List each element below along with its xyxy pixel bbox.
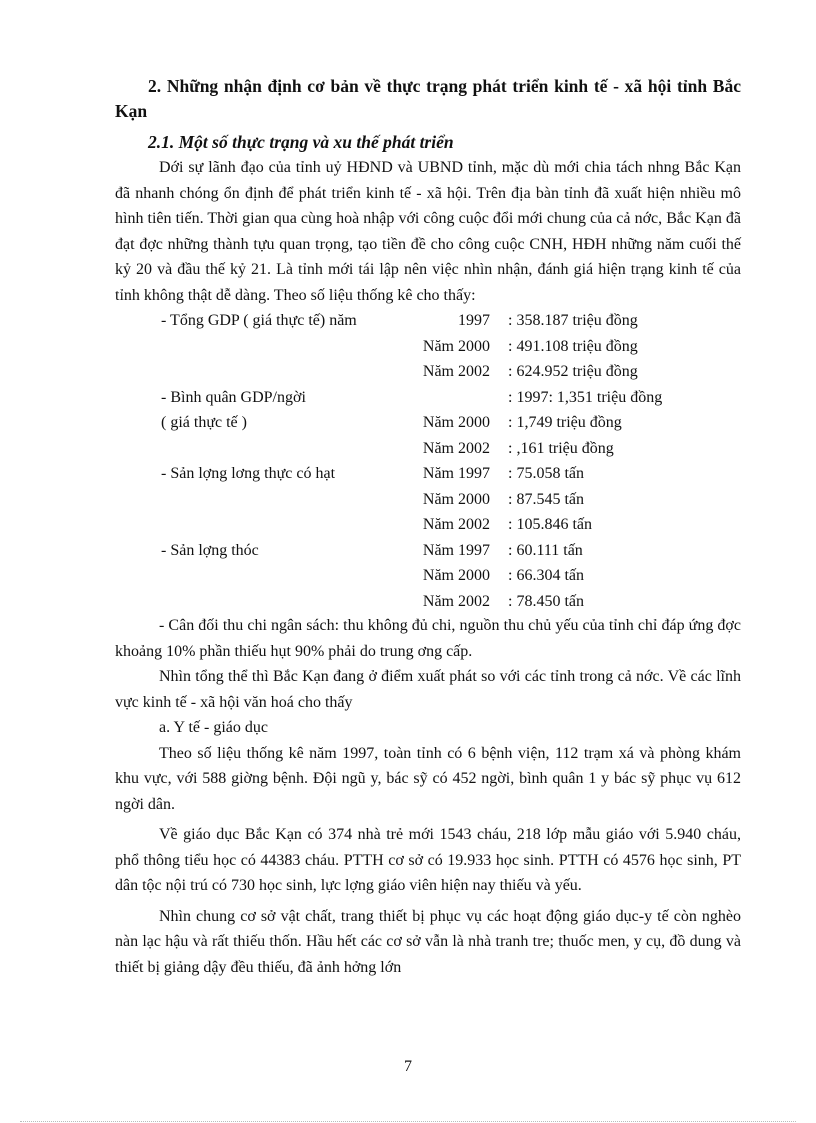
page-number: 7 [404, 1058, 412, 1075]
stat-label: - Sản lợng lơng thực có hạt [161, 465, 336, 482]
overview-paragraph: Nhìn tổng thể thì Bắc Kạn đang ở điểm xuất phát so với các tỉnh trong cả nớc. Về các lĩnh vực kinh tế - xã hội văn hoá cho thấy [115, 668, 741, 711]
statistics-table [115, 308, 741, 613]
stat-year: Năm 2000 [422, 490, 490, 508]
stat-row [115, 410, 741, 436]
stat-value: : 105.846 tấn [508, 516, 592, 533]
stat-row [115, 308, 741, 334]
facilities-paragraph: Nhìn chung cơ sở vật chất, trang thiết bị phục vụ các hoạt động giáo dục-y tế còn nghèo nàn lạc hậu và rất thiếu thốn. Hầu hết các cơ sở vẫn là nhà tranh tre; thuốc men, y cụ, đồ dung và thiết bị giảng dậy đều thiếu, đã ảnh hởng lớn [115, 907, 741, 976]
stat-row [115, 461, 741, 487]
stat-value: : ,161 triệu đồng [508, 439, 614, 457]
stat-value: : 75.058 tấn [508, 465, 584, 482]
stat-value: : 624.952 triệu đồng [508, 363, 638, 380]
stat-value: : 66.304 tấn [508, 567, 584, 584]
health-paragraph: Theo số liệu thống kê năm 1997, toàn tỉnh có 6 bệnh viện, 112 trạm xá và phòng khám khu vực, với 588 giờng bệnh. Đội ngũ y, bác sỹ có 452 ngời, bình quân 1 y bác sỹ phục vụ 612 ngời dân. [115, 744, 741, 813]
stat-year: 1997 [458, 312, 490, 329]
stat-value: : 87.545 tấn [508, 490, 584, 508]
section-heading: 2. Những nhận định cơ bản về thực trạng phát triển kinh tế - xã hội tỉnh Bắc Kạn [115, 76, 741, 121]
stat-value: : 1,749 triệu đồng [508, 414, 622, 431]
budget-paragraph: - Cân đối thu chi ngân sách: thu không đủ chi, nguồn thu chủ yếu của tỉnh chỉ đáp ứng đợc khoảng 10% phần thiếu hụt 90% phải do trung ơng cấp. [115, 617, 741, 660]
stat-label: ( giá thực tế ) [161, 414, 247, 431]
subsection-heading: 2.1. Một số thực trạng và xu thế phát triển [148, 132, 454, 152]
section-a-label: a. Y tế - giáo dục [159, 719, 268, 736]
stat-label: - Bình quân GDP/ngời [161, 388, 306, 406]
stat-row [115, 512, 741, 538]
education-paragraph: Về giáo dục Bắc Kạn có 374 nhà trẻ mới 1543 cháu, 218 lớp mẫu giáo với 5.940 cháu, phổ thông tiểu học có 44383 cháu. PTTH cơ sở có 19.933 học sinh. PTTH có 4576 học sinh, PT dân tộc nội trú có 730 học sinh, lực lợng giáo viên hiện nay thiếu và yếu. [115, 826, 741, 894]
stat-row [115, 563, 741, 589]
stat-row [115, 359, 741, 385]
stat-year: Năm 1997 [422, 541, 490, 559]
stat-label: - Tổng GDP ( giá thực tế) năm [161, 312, 357, 329]
page-bottom-border [20, 1121, 796, 1122]
stat-label: - Sản lợng thóc [161, 541, 259, 559]
stat-row [115, 589, 741, 615]
stat-value: : 491.108 triệu đồng [508, 337, 638, 355]
stat-value: : 60.111 tấn [508, 541, 583, 559]
stat-year: Năm 2002 [422, 439, 490, 457]
stat-value: : 78.450 tấn [508, 592, 584, 610]
stat-year: Năm 2002 [422, 363, 490, 380]
stat-year: Năm 2000 [422, 337, 490, 355]
stat-year: Năm 2000 [422, 414, 490, 431]
stat-row [115, 385, 741, 411]
stat-value: : 358.187 triệu đồng [508, 312, 638, 329]
stat-row [115, 436, 741, 462]
document-page [115, 74, 741, 980]
stat-row [115, 538, 741, 564]
stat-year: Năm 1997 [422, 465, 490, 482]
stat-value: : 1997: 1,351 triệu đồng [508, 388, 663, 406]
stat-row [115, 487, 741, 513]
stat-year: Năm 2000 [422, 567, 490, 584]
stat-row [115, 334, 741, 360]
stat-year: Năm 2002 [422, 592, 490, 610]
stat-year: Năm 2002 [422, 516, 490, 533]
intro-paragraph: Dới sự lãnh đạo của tỉnh uỷ HĐND và UBND tỉnh, mặc dù mới chia tách nhng Bắc Kạn đã nhanh chóng ổn định để phát triển kinh tế - xã hội. Trên địa bàn tỉnh đã xuất hiện nhiều mô hình tiên tiến. Thời gian qua cùng hoà nhập với công cuộc đổi mới chung của cả nớc, Bắc Kạn đã đạt đợc những thành tựu quan trọng, tạo tiền đề cho công cuộc CNH, HĐH những năm cuối thế kỷ 20 và đầu thế kỷ 21. Là tỉnh mới tái lập nên việc nhìn nhận, đánh giá hiện trạng kinh tế của tỉnh không thật dễ dàng. Theo số liệu thống kê cho thấy: [115, 159, 741, 304]
